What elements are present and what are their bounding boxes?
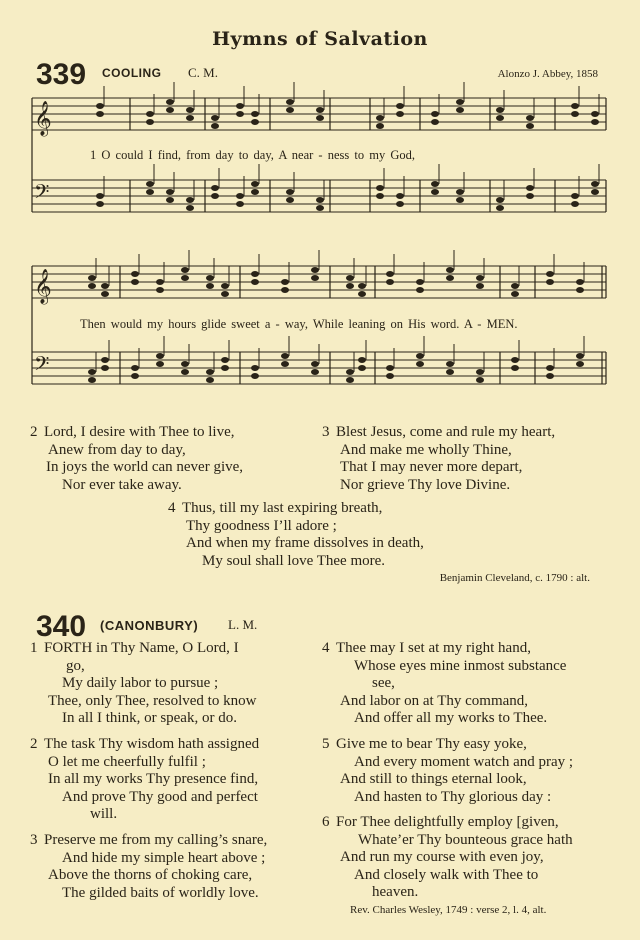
verse-340-4: 4 Thee may I set at my right hand, Whose eyes mine inmost substance see, And labor on at Thy command, And offer all my works to Thee. — [322, 640, 567, 726]
music-score — [0, 0, 640, 420]
meter-339: C. M. — [188, 65, 218, 80]
lyric-line-1: 1 O could I find, from day to day, A near - ness to my God, — [90, 148, 415, 162]
page-header: Hymns of Salvation — [212, 28, 428, 50]
author-339: Benjamin Cleveland, c. 1790 : alt. — [439, 572, 590, 584]
verse-339-3: 3 Blest Jesus, come and rule my heart, And make me wholly Thine, That I may never more depart, Nor grieve Thy love Divine. — [322, 424, 556, 493]
hymn-number-339: 339 — [36, 58, 87, 91]
meter-340: L. M. — [228, 617, 258, 632]
staff-treble-2 — [32, 266, 606, 298]
verse-340-1: 1 FORTH in Thy Name, O Lord, I go, My daily labor to pursue ; Thee, only Thee, resolved to know In all I think, or speak, or do. — [30, 640, 257, 726]
svg-text:𝄢: 𝄢 — [34, 352, 50, 380]
verse-340-2: 2 The task Thy wisdom hath assigned O let me cheerfully fulfil ; In all my works Thy presence find, And prove Thy good and perfect will. — [30, 736, 260, 822]
tune-name-339: COOLING — [102, 66, 162, 80]
lyric-line-2: Then would my hours glide sweet a - way, While leaning on His word. A - MEN. — [80, 317, 518, 331]
svg-text:𝄞: 𝄞 — [34, 101, 52, 136]
verse-339-4: 4 Thus, till my last expiring breath, Thy goodness I’ll adore ; And when my frame dissolves in death, My soul shall love Thee more. — [168, 500, 424, 569]
svg-text:𝄞: 𝄞 — [34, 269, 52, 304]
verse-340-5: 5 Give me to bear Thy easy yoke, And every moment watch and pray ; And still to things eternal look, And hasten to Thy glorious day : — [322, 736, 574, 805]
verse-340-6: 6 For Thee delightfully employ [given, Whate’er Thy bounteous grace hath And run my course with even joy, And closely walk with Thee to heaven. — [322, 814, 573, 900]
author-340: Rev. Charles Wesley, 1749 : verse 2, l. 4, alt. — [350, 904, 547, 916]
svg-text:𝄢: 𝄢 — [34, 180, 50, 208]
tune-name-340: (CANONBURY) — [100, 618, 199, 633]
verse-340-3: 3 Preserve me from my calling’s snare, And hide my simple heart above ; Above the thorns of choking care, The gilded baits of worldly love. — [30, 832, 268, 901]
composer-339: Alonzo J. Abbey, 1858 — [497, 68, 598, 80]
hymn-number-340: 340 — [36, 610, 87, 643]
staff-treble-1 — [32, 98, 606, 130]
verse-339-2: 2 Lord, I desire with Thee to live, Anew from day to day, In joys the world can never give, Nor ever take away. — [30, 424, 244, 493]
